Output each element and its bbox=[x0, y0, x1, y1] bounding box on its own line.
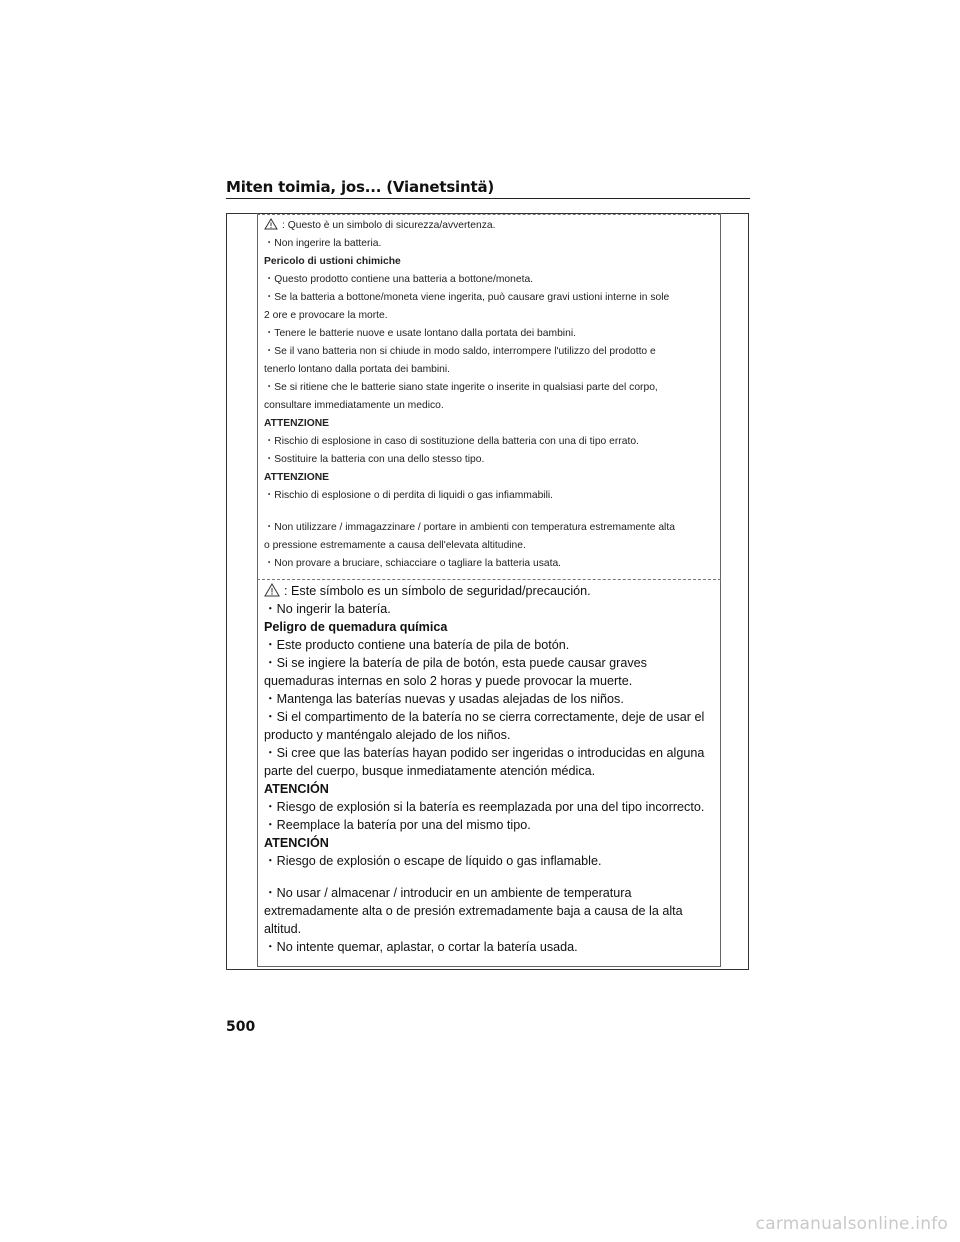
italian-gap bbox=[264, 505, 712, 519]
italian-section bbox=[264, 217, 712, 573]
spanish-storage-line-1: ・No usar / almacenar / introducir en un ambiente de temperatura bbox=[264, 886, 632, 900]
italian-ingest-line-1: ・Se la batteria a bottone/moneta viene ingerita, può causare gravi ustioni interne in sole bbox=[264, 292, 670, 303]
italian-replace-same: ・Sostituire la batteria con una dello stesso tipo. bbox=[264, 454, 485, 465]
spanish-gap bbox=[264, 870, 712, 884]
spanish-explosion-replace: ・Riesgo de explosión si la batería es reemplazada por una del tipo incorrecto. bbox=[264, 800, 705, 814]
italian-storage-line-1: ・Non utilizzare / immagazzinare / portare in ambienti con temperatura estremamente alta bbox=[264, 522, 675, 533]
spanish-chem-heading: Peligro de quemadura química bbox=[264, 620, 448, 634]
italian-swallowed-line-1: ・Se si ritiene che le batterie siano state ingerite o inserite in qualsiasi parte del corpo, bbox=[264, 382, 658, 393]
italian-burn: ・Non provare a bruciare, schiacciare o tagliare la batteria usata. bbox=[264, 558, 562, 569]
spanish-no-ingest: ・No ingerir la batería. bbox=[264, 602, 391, 616]
section-divider bbox=[257, 579, 721, 580]
spanish-burn: ・No intente quemar, aplastar, o cortar la batería usada. bbox=[264, 940, 578, 954]
italian-chem-heading: Pericolo di ustioni chimiche bbox=[264, 256, 401, 267]
spanish-symbol-line bbox=[264, 582, 712, 600]
italian-no-ingest: ・Non ingerire la batteria. bbox=[264, 238, 382, 249]
italian-swallowed-line-2: consultare immediatamente un medico. bbox=[264, 400, 444, 411]
spanish-storage-line-2: extremadamente alta o de presión extremadamente baja a causa de la alta bbox=[264, 904, 683, 918]
spanish-symbol-text: : Este símbolo es un símbolo de seguridad/precaución. bbox=[284, 584, 591, 598]
spanish-ingest-line-2: quemaduras internas en solo 2 horas y puede provocar la muerte. bbox=[264, 674, 633, 688]
top-dashed-rule bbox=[257, 214, 721, 215]
spanish-compartment-line-2: producto y manténgalo alejado de los niños. bbox=[264, 728, 511, 742]
spanish-compartment-line-1: ・Si el compartimento de la batería no se cierra correctamente, deje de usar el bbox=[264, 710, 705, 724]
spanish-coin-cell: ・Este producto contiene una batería de pila de botón. bbox=[264, 638, 570, 652]
italian-explosion-leak: ・Rischio di esplosione o di perdita di liquidi o gas infiammabili. bbox=[264, 490, 554, 501]
spanish-swallowed-line-1: ・Si cree que las baterías hayan podido ser ingeridas o introducidas en alguna bbox=[264, 746, 705, 760]
spanish-replace-same: ・Reemplace la batería por una del mismo tipo. bbox=[264, 818, 531, 832]
italian-attention-heading-2: ATTENZIONE bbox=[264, 472, 330, 483]
spanish-storage-line-3: altitud. bbox=[264, 922, 302, 936]
italian-compartment-line-1: ・Se il vano batteria non si chiude in modo saldo, interrompere l'utilizzo del prodotto e bbox=[264, 346, 656, 357]
italian-attention-heading-1: ATTENZIONE bbox=[264, 418, 330, 429]
italian-explosion-replace: ・Rischio di esplosione in caso di sostituzione della batteria con una di tipo errato. bbox=[264, 436, 639, 447]
italian-symbol-text: : Questo è un simbolo di sicurezza/avvertenza. bbox=[282, 220, 496, 231]
italian-symbol-line bbox=[264, 217, 712, 235]
spanish-attention-heading-1: ATENCIÓN bbox=[264, 782, 329, 796]
italian-keep-away: ・Tenere le batterie nuove e usate lontano dalla portata dei bambini. bbox=[264, 328, 576, 339]
spanish-attention-heading-2: ATENCIÓN bbox=[264, 836, 329, 850]
italian-ingest-line-2: 2 ore e provocare la morte. bbox=[264, 310, 388, 321]
page-header-title: Miten toimia, jos... (Vianetsintä) bbox=[226, 178, 495, 196]
spanish-swallowed-line-2: parte del cuerpo, busque inmediatamente atención médica. bbox=[264, 764, 596, 778]
italian-storage-line-2: o pressione estremamente a causa dell'elevata altitudine. bbox=[264, 540, 526, 551]
page-number: 500 bbox=[226, 1019, 256, 1035]
header-rule bbox=[226, 198, 750, 199]
spanish-ingest-line-1: ・Si se ingiere la batería de pila de botón, esta puede causar graves bbox=[264, 656, 647, 670]
spanish-section bbox=[264, 582, 712, 956]
spanish-keep-away: ・Mantenga las baterías nuevas y usadas alejadas de los niños. bbox=[264, 692, 624, 706]
italian-compartment-line-2: tenerlo lontano dalla portata dei bambini. bbox=[264, 364, 451, 375]
italian-coin-cell: ・Questo prodotto contiene una batteria a bottone/moneta. bbox=[264, 274, 534, 285]
watermark: carmanualsonline.info bbox=[755, 1214, 948, 1234]
spanish-explosion-leak: ・Riesgo de explosión o escape de líquido o gas inflamable. bbox=[264, 854, 602, 868]
